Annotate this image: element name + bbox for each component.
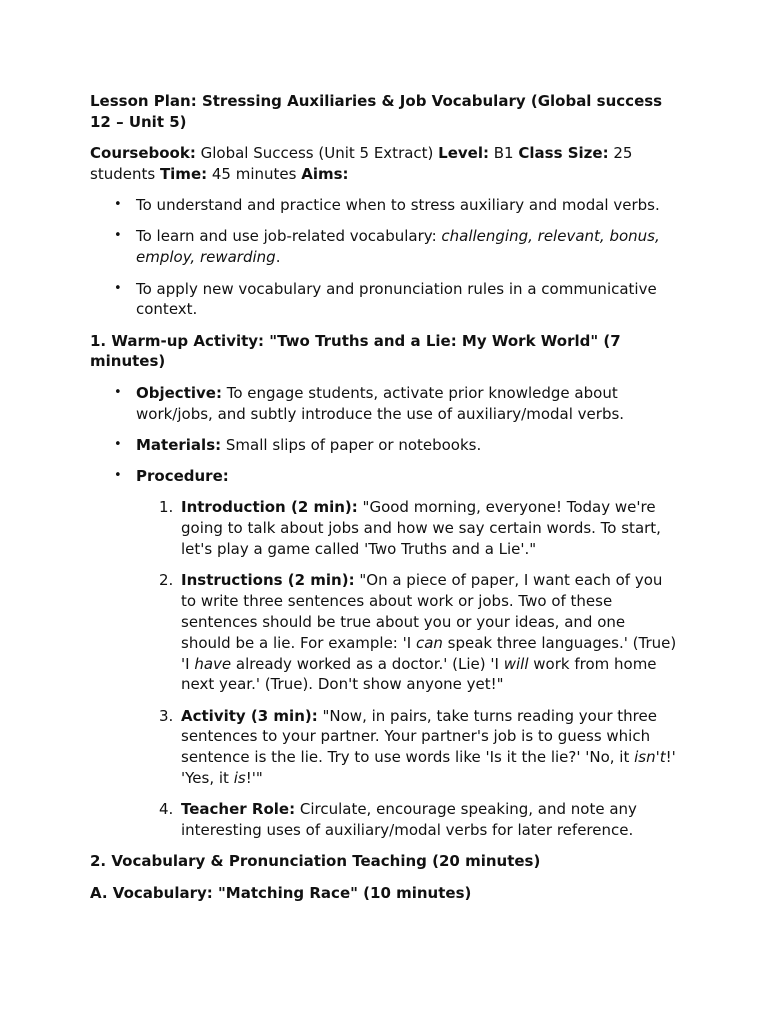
aims-label: Aims: (301, 164, 349, 183)
aim-item: • To understand and practice when to stress auxiliary and modal verbs. (136, 195, 678, 216)
aim-item: • To learn and use job-related vocabulary: challenging, relevant, bonus, employ, rewarding. (136, 226, 678, 268)
time-label: Time: (159, 164, 208, 183)
step-number: 3. (159, 706, 174, 725)
class-size-label: Class Size: (518, 144, 609, 163)
step-number: 4. (159, 800, 174, 819)
warmup-list (90, 383, 678, 841)
procedure-step: 2. Instructions (2 min): "On a piece of paper, I want each of you to write three sentences about work or jobs. Two of these sentences should be true about you or your ideas, and one should be a lie. For example: 'I can speak three languages.' (True) 'I have already worked as a doctor.' (Lie) 'I will work from home next year.' (True). Don't show anyone yet!" (159, 571, 677, 694)
warmup-heading: 1. Warm-up Activity: "Two Truths and a Lie: My Work World" (7 minutes) (90, 331, 621, 371)
lesson-info (90, 143, 678, 185)
step-number: 1. (159, 498, 174, 517)
coursebook-label: Coursebook: (90, 144, 196, 163)
section2-heading: 2. Vocabulary & Pronunciation Teaching (20 minutes) (90, 852, 541, 871)
procedure-step: 1. Introduction (2 min): "Good morning, everyone! Today we're going to talk about jobs and how we say certain words. To start, let's play a game called 'Two Truths and a Lie'." (159, 498, 661, 559)
aims-list (90, 195, 678, 320)
level-value: B1 (489, 144, 519, 163)
level-label: Level: (438, 144, 489, 163)
sectionA-heading: A. Vocabulary: "Matching Race" (10 minutes) (90, 883, 472, 902)
procedure-step: 4. Teacher Role: Circulate, encourage speaking, and note any interesting uses of auxiliary/modal verbs for later reference. (159, 800, 637, 840)
step-number: 2. (159, 571, 174, 590)
vocab-list: challenging, relevant, bonus, employ, rewarding (136, 227, 660, 267)
procedure-item: • Procedure: 1. Introduction (2 min): "Good morning, everyone! Today we're going to talk about jobs and how we say certain words. To start, let's play a game called 'Two Truths and a Lie'." 2. Instructions (2 min): "On a piece of paper, I want each of you to write three sentences about work or jobs. Two of these sentences should be true about you or your ideas, and one should be a lie. For example: 'I can speak three languages.' (True) 'I have already worked as a doctor.' (Lie) 'I will work from home next year.' (True). Don't show anyone yet!" 3. Activity (3 min): "Now, in pairs, take turns reading your three sentences to your partner. Your partner's job is to guess which sentence is the lie. Try to use words like 'Is it the lie?' 'No, it isn't!' 'Yes, it is!'" 4. Teacher Role: Circulate, encourage speaking, and note any interesting uses of auxiliary/modal verbs for later reference. (136, 466, 678, 841)
coursebook-value: Global Success (Unit 5 Extract) (195, 144, 439, 163)
procedure-step: 3. Activity (3 min): "Now, in pairs, take turns reading your three sentences to your partner. Your partner's job is to guess which sentence is the lie. Try to use words like 'Is it the lie?' 'No, it isn't!' 'Yes, it is!'" (159, 706, 676, 788)
procedure-steps (136, 497, 678, 840)
class-size-value: 25 students (90, 144, 633, 183)
aim-item: • To apply new vocabulary and pronunciation rules in a communicative context. (136, 279, 678, 321)
materials-item: • Materials: Small slips of paper or notebooks. (136, 435, 678, 456)
objective-item: • Objective: To engage students, activate prior knowledge about work/jobs, and subtly introduce the use of auxiliary/modal verbs. (136, 383, 678, 425)
lesson-title: Lesson Plan: Stressing Auxiliaries & Job Vocabulary (Global success 12 – Unit 5) (90, 92, 663, 131)
time-value: 45 minutes (207, 164, 302, 183)
